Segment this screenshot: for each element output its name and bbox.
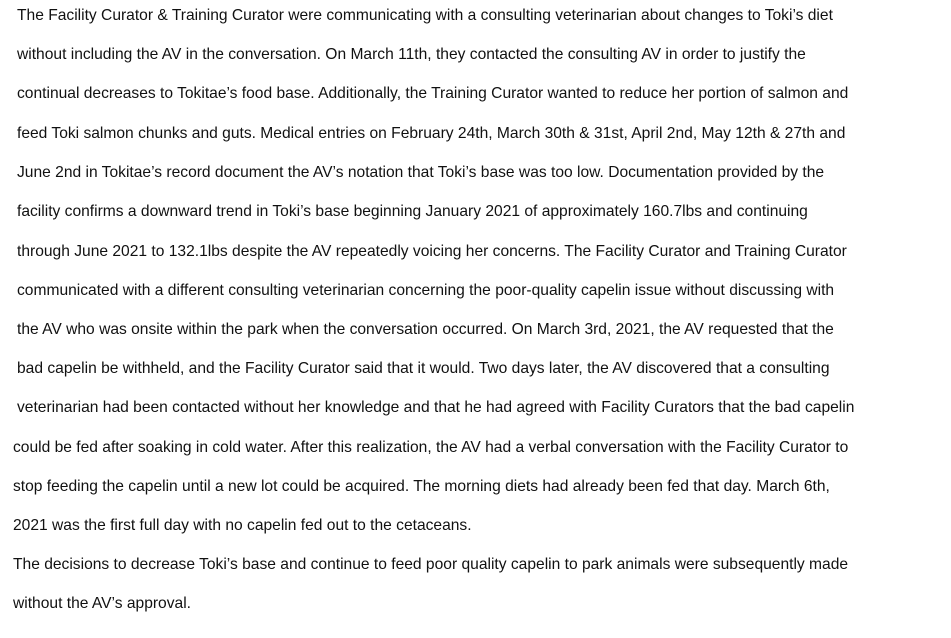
paragraph-line: 2021 was the first full day with no capelin fed out to the cetaceans. bbox=[13, 517, 472, 534]
paragraph-line: continual decreases to Tokitae’s food base. Additionally, the Training Curator wanted to reduce her portion of salmon and bbox=[17, 85, 849, 102]
paragraph-line: bad capelin be withheld, and the Facility Curator said that it would. Two days later, the AV discovered that a consulting bbox=[17, 360, 830, 377]
paragraph-line: could be fed after soaking in cold water. After this realization, the AV had a verbal conversation with the Facility Curator to bbox=[13, 439, 849, 456]
paragraph-line: through June 2021 to 132.1lbs despite the AV repeatedly voicing her concerns. The Facility Curator and Training Curator bbox=[17, 243, 847, 260]
paragraph-line: communicated with a different consulting veterinarian concerning the poor-quality capelin issue without discussing with bbox=[17, 282, 835, 299]
paragraph-line: The decisions to decrease Toki’s base and continue to feed poor quality capelin to park animals were subsequently made bbox=[13, 556, 849, 573]
paragraph-line: without including the AV in the conversation. On March 11th, they contacted the consulting AV in order to justify the bbox=[17, 46, 806, 63]
paragraph-line: without the AV’s approval. bbox=[13, 595, 191, 612]
paragraph-line: veterinarian had been contacted without her knowledge and that he had agreed with Facility Curators that the bad capelin bbox=[17, 399, 855, 416]
paragraph-line: the AV who was onsite within the park when the conversation occurred. On March 3rd, 2021, the AV requested that the bbox=[17, 321, 834, 338]
paragraph-line: June 2nd in Tokitae’s record document the AV’s notation that Toki’s base was too low. Documentation provided by the bbox=[17, 164, 825, 181]
paragraph-line: feed Toki salmon chunks and guts. Medical entries on February 24th, March 30th & 31st, April 2nd, May 12th & 27th and bbox=[17, 125, 846, 142]
paragraph-line: stop feeding the capelin until a new lot could be acquired. The morning diets had already been fed that day. March 6th, bbox=[13, 478, 830, 495]
paragraph-line: The Facility Curator & Training Curator were communicating with a consulting veterinarian about changes to Toki’s diet bbox=[17, 7, 833, 24]
paragraph-line: facility confirms a downward trend in Toki’s base beginning January 2021 of approximately 160.7lbs and continuing bbox=[17, 203, 808, 220]
